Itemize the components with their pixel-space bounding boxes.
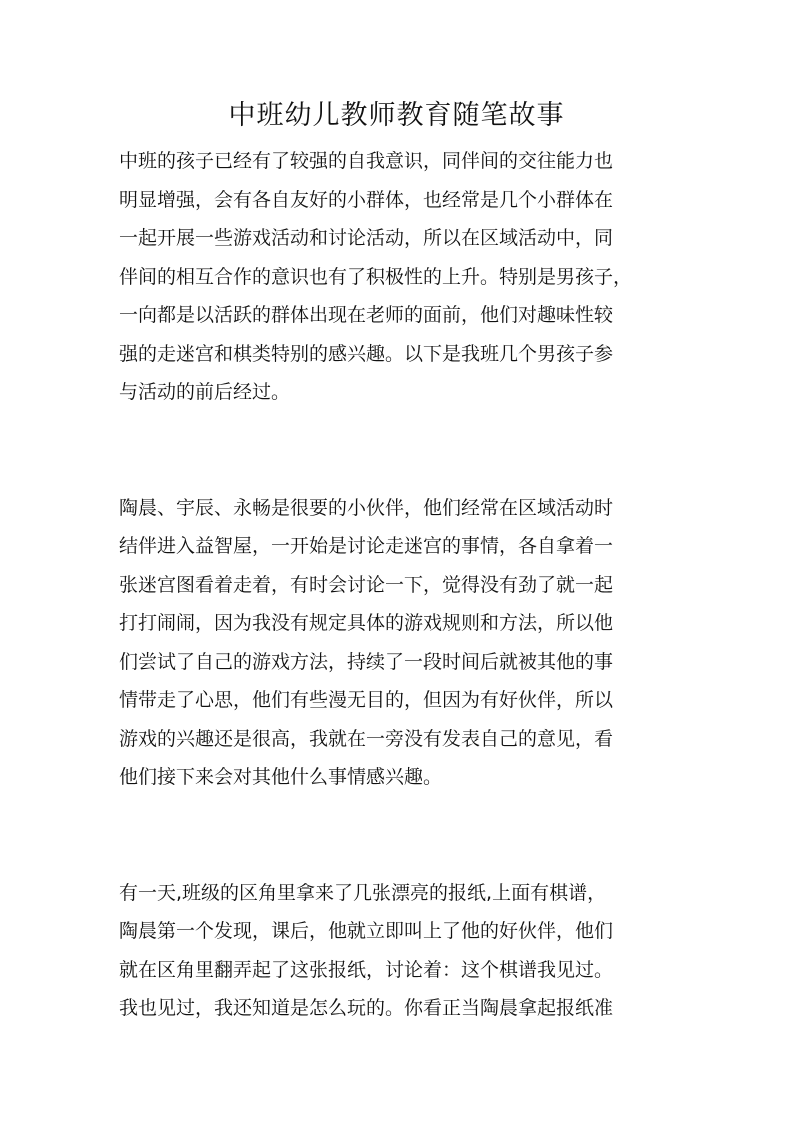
text-line: 游戏的兴趣还是很高，我就在一旁没有发表自己的意见，看 xyxy=(119,727,614,750)
text-line: 一起开展一些游戏活动和讨论活动，所以在区域活动中，同 xyxy=(119,227,614,249)
paragraph-3 xyxy=(119,874,679,1028)
paragraph-spacer xyxy=(119,797,679,874)
document-body xyxy=(119,142,679,1028)
document-title: 中班幼儿教师教育随笔故事 xyxy=(228,100,565,131)
text-line: 打打闹闹，因为我没有规定具体的游戏规则和方法，所以他 xyxy=(119,612,614,634)
text-line: 强的走迷宫和棋类特别的感兴趣。以下是我班几个男孩子参 xyxy=(119,342,614,365)
paragraph-spacer xyxy=(119,412,679,489)
paragraph-2 xyxy=(119,489,679,797)
text-line: 结伴进入益智屋，一开始是讨论走迷宫的事情，各自拿着一 xyxy=(119,535,614,557)
text-line: 与活动的前后经过。 xyxy=(119,381,291,403)
text-line: 陶晨、宇辰、永畅是很要的小伙伴，他们经常在区域活动时 xyxy=(119,496,614,519)
text-line: 就在区角里翻弄起了这张报纸，讨论着：这个棋谱我见过。 xyxy=(119,958,614,981)
text-line: 中班的孩子已经有了较强的自我意识，同伴间的交往能力也 xyxy=(119,150,614,172)
text-line: 伴间的相互合作的意识也有了积极性的上升。特别是男孩子， xyxy=(119,265,633,288)
text-line: 情带走了心思，他们有些漫无目的，但因为有好伙伴，所以 xyxy=(119,689,614,711)
text-line: 们尝试了自己的游戏方法，持续了一段时间后就被其他的事 xyxy=(119,650,614,673)
paragraph-1 xyxy=(119,142,679,412)
text-line: 张迷宫图看着走着，有时会讨论一下，觉得没有劲了就一起 xyxy=(119,573,614,596)
text-line: 我也见过，我还知道是怎么玩的。你看正当陶晨拿起报纸准 xyxy=(119,997,614,1019)
text-line: 明显增强，会有各自友好的小群体，也经常是几个小群体在 xyxy=(119,188,614,211)
text-line: 有一天,班级的区角里拿来了几张漂亮的报纸,上面有棋谱， xyxy=(119,881,607,904)
text-line: 一向都是以活跃的群体出现在老师的面前，他们对趣味性较 xyxy=(119,304,614,326)
text-line: 他们接下来会对其他什么事情感兴趣。 xyxy=(119,766,443,788)
text-line: 陶晨第一个发现，课后，他就立即叫上了他的好伙伴，他们 xyxy=(119,920,614,942)
